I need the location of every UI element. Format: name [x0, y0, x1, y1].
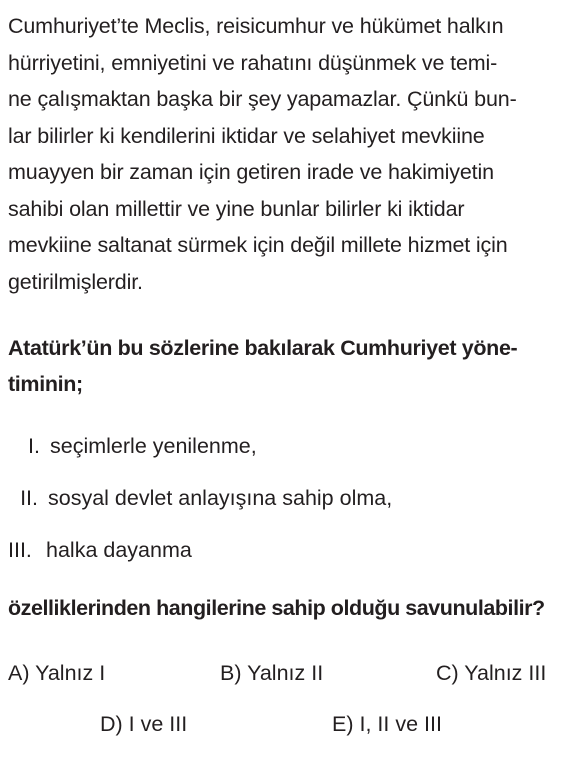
- statement-number: III.: [8, 538, 32, 562]
- statement-item: [8, 532, 560, 584]
- statement-text: halka dayanma: [46, 538, 192, 562]
- option-b[interactable]: B) Yalnız II: [220, 661, 324, 685]
- passage-line: hürriyetini, emniyetini ve rahatını düşünmek ve temi-: [8, 50, 498, 75]
- question-line: Atatürk’ün bu sözlerine bakılarak Cumhuriyet yöne-: [8, 336, 518, 360]
- option-c[interactable]: C) Yalnız III: [436, 661, 547, 685]
- passage-line: Cumhuriyet’te Meclis, reisicumhur ve hükümet halkın: [8, 14, 504, 38]
- option-d[interactable]: D) I ve III: [100, 712, 188, 736]
- passage-line: mevkiine saltanat sürmek için değil millete hizmet için: [8, 233, 508, 257]
- statement-item: [8, 480, 560, 532]
- statement-number: II.: [20, 486, 38, 510]
- option-e[interactable]: E) I, II ve III: [332, 712, 442, 736]
- statement-item: [8, 428, 560, 480]
- passage-line: sahibi olan millettir ve yine bunlar bilirler ki iktidar: [8, 196, 465, 221]
- passage-line: ne çalışmaktan başka bir şey yapamazlar. Çünkü bun-: [8, 87, 517, 111]
- passage-line: getirilmişlerdir.: [8, 269, 143, 294]
- answer-options: [0, 655, 568, 755]
- quote-passage: [8, 8, 560, 300]
- passage-line: muayyen bir zaman için getiren irade ve hakimiyetin: [8, 160, 494, 184]
- question-prompt: özelliklerinden hangilerine sahip olduğu savunulabilir?: [8, 596, 545, 620]
- statement-list: [8, 428, 560, 584]
- passage-line: lar bilirler ki kendilerini iktidar ve selahiyet mevkiine: [8, 123, 485, 148]
- statement-text: seçimlerle yenilenme,: [50, 434, 257, 458]
- statement-number: I.: [28, 434, 40, 458]
- question-line: timinin;: [8, 372, 83, 396]
- question-stem: [8, 330, 560, 402]
- option-a[interactable]: A) Yalnız I: [8, 661, 106, 685]
- statement-text: sosyal devlet anlayışına sahip olma,: [48, 486, 393, 510]
